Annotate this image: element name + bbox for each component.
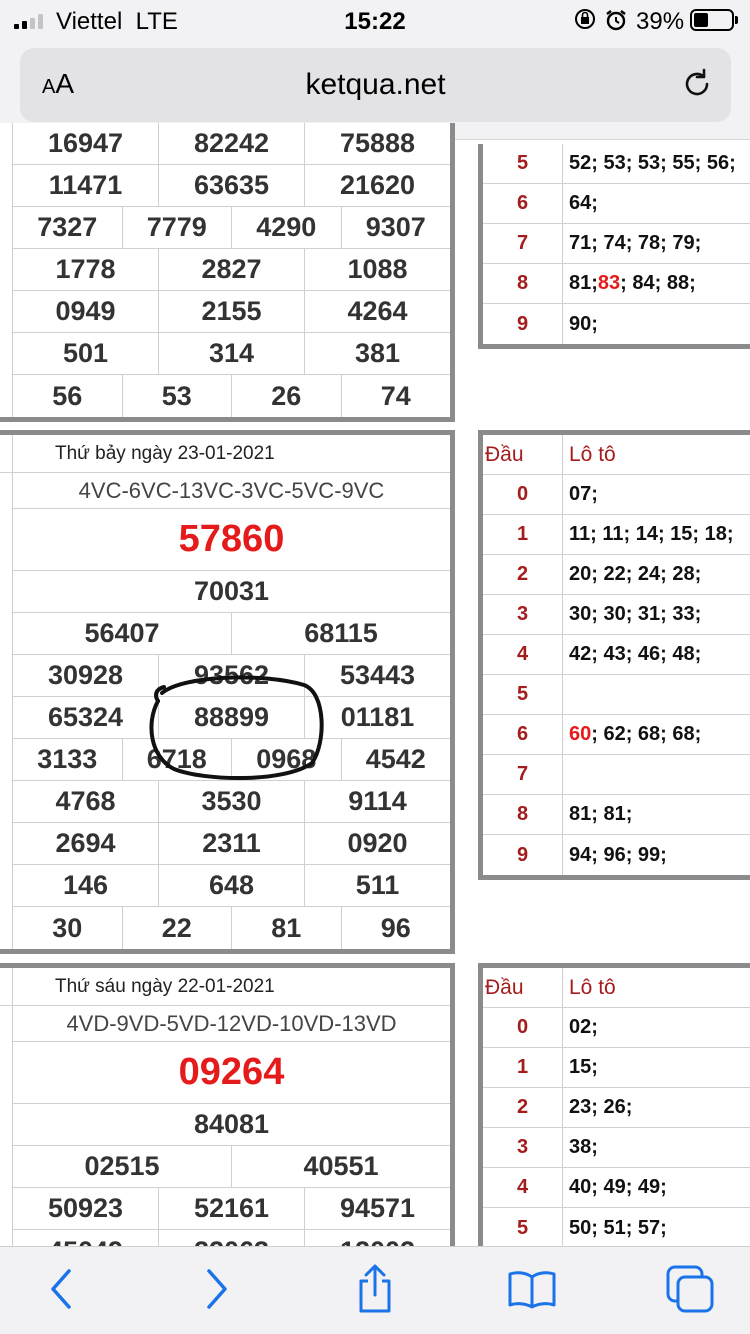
prize-row [13,1104,450,1146]
prize-number: 381 [304,333,450,374]
prize-number: 146 [62,870,109,900]
prize-number: 0949 [55,296,116,326]
prize-number: 22 [122,907,232,949]
loto-head-digit: 2 [483,1088,563,1127]
prize-row [13,473,450,509]
prize-number: 56 [52,380,83,411]
prize-row [13,249,450,291]
loto-values: 02; [569,1016,598,1038]
prize-number: 0920 [304,823,450,864]
loto-values: 30; 30; 31; 33; [569,603,702,625]
loto-row [483,715,750,755]
prize-number: 3530 [158,781,304,822]
back-icon [47,1267,77,1311]
loto-values: 64; [569,192,598,214]
prize-number: 4290 [231,207,341,248]
loto-head-digit: 5 [483,1208,563,1248]
loto-number: 60 [569,723,592,745]
draw-date: Thứ sáu ngày 22-01-2021 [55,975,275,997]
prize-row [13,571,450,613]
loto-values [563,675,750,714]
loto-row [483,1168,750,1208]
loto-row [483,1088,750,1128]
loto-row [483,595,750,635]
loto-values: 23; 26; [569,1096,633,1118]
prize-number: 81 [231,907,341,949]
prize-number: 0968 [231,739,341,780]
loto-head-digit: 5 [483,675,563,714]
share-icon [353,1263,397,1315]
battery-icon [690,9,734,31]
loto-head-digit: 9 [483,835,563,875]
loto-head-digit: 3 [483,595,563,634]
prize-number: 2827 [158,249,304,290]
prize-row [0,435,450,473]
loto-values: 20; 22; 24; 28; [569,563,702,585]
prize-number: 4264 [304,291,450,332]
prize-number: 501 [62,338,109,368]
loto-values: 50; 51; 57; [569,1216,667,1239]
prize-number: 9114 [304,781,450,822]
prize-number: 16947 [47,128,124,158]
forward-icon [201,1267,231,1311]
prize-row [13,291,450,333]
loto-values [563,755,750,794]
prize-number: 93562 [158,655,304,696]
loto-values: 07; [569,483,598,505]
prize-row [13,823,450,865]
prize-number: 88899 [158,697,304,738]
loto-values: 94; 96; 99; [569,843,667,866]
first-prize: 84081 [193,1109,270,1139]
prize-number: 511 [304,865,450,906]
special-prize: 09264 [178,1051,285,1093]
prize-number: 314 [158,333,304,374]
prize-number: 82242 [158,123,304,164]
loto-number: 81; [569,272,598,294]
prize-row [13,165,450,207]
loto-row [483,515,750,555]
prize-number: 30 [52,912,83,943]
loto-head-digit: 2 [483,555,563,594]
loto-number: 83 [597,272,621,294]
loto-table-previous [478,144,750,349]
prize-number: 68115 [231,613,450,654]
prize-number: 01181 [304,697,450,738]
prize-number: 6718 [122,739,232,780]
prize-number: 50923 [47,1193,124,1223]
loto-head-digit: 4 [483,1168,563,1207]
prize-number: 96 [341,907,451,949]
prize-number: 94571 [304,1188,450,1229]
first-prize: 70031 [193,576,270,606]
prize-number: 11471 [48,170,123,200]
prize-row [13,613,450,655]
loto-row [483,1208,750,1248]
loto-row [483,555,750,595]
url-text[interactable]: ketqua.net [305,68,446,101]
prize-number: 21620 [304,165,450,206]
prize-number: 52161 [158,1188,304,1229]
loto-values: 38; [569,1136,598,1158]
prize-row [13,1188,450,1230]
special-prize: 57860 [178,518,285,560]
prize-row [13,1146,450,1188]
loto-head-digit: Đầu [483,435,563,474]
results-table-previous [0,123,455,422]
prize-number: 75888 [304,123,450,164]
loto-table-23-01-2021 [478,430,750,880]
loto-row [483,1128,750,1168]
prize-number: 53 [122,375,232,417]
reload-icon[interactable] [679,66,715,102]
draw-codes: 4VC-6VC-13VC-3VC-5VC-9VC [78,477,385,503]
back-button[interactable] [36,1265,88,1313]
draw-codes: 4VD-9VD-5VD-12VD-10VD-13VD [66,1010,397,1036]
results-table-22-01-2021 [0,963,455,1277]
handdrawn-circle-annotation [144,671,324,783]
prize-number: 4542 [341,739,451,780]
loto-row [483,475,750,515]
loto-values: 71; 74; 78; 79; [569,232,702,254]
loto-head-digit: 7 [483,224,563,263]
prize-row [13,865,450,907]
prize-number: 02515 [84,1151,160,1181]
loto-row [483,755,750,795]
loto-head-digit: 7 [483,755,563,794]
carrier-label: Viettel LTE [56,8,178,35]
loto-head-digit: 4 [483,635,563,674]
loto-number: ; 84; 88; [620,272,696,294]
prize-number: 4768 [55,786,116,816]
loto-head-digit: 1 [483,515,563,554]
prize-row [13,1042,450,1104]
prize-number: 26 [231,375,341,417]
loto-head-digit: Đầu [483,968,563,1007]
prize-number: 2311 [158,823,304,864]
loto-row [483,304,750,344]
forward-button[interactable] [190,1265,242,1313]
loto-values: Lô tô [569,442,616,466]
loto-values: Lô tô [569,975,616,999]
loto-values: 42; 43; 46; 48; [569,643,702,665]
loto-head-digit: 6 [483,715,563,754]
loto-row [483,224,750,264]
prize-number: 56407 [84,618,160,648]
prize-number: 1088 [304,249,450,290]
loto-head-digit: 0 [483,475,563,514]
loto-head-digit: 3 [483,1128,563,1167]
browser-toolbar [0,1246,750,1334]
prize-row [13,1006,450,1042]
prize-row [13,781,450,823]
prize-number: 648 [158,865,304,906]
prize-number: 65324 [47,702,124,732]
loto-row [483,144,750,184]
loto-values: 11; 11; 14; 15; 18; [569,523,734,545]
loto-row [483,264,750,304]
prize-number: 63635 [158,165,304,206]
loto-head-digit: 8 [483,795,563,834]
prize-number: 1778 [55,254,116,284]
loto-head-digit: 1 [483,1048,563,1087]
prize-row [13,123,450,165]
prize-number: 40551 [231,1146,450,1187]
loto-head-digit: 5 [483,144,563,183]
share-button[interactable] [349,1265,401,1313]
prize-number: 7779 [122,207,232,248]
loto-values [563,264,750,303]
loto-head-digit: 9 [483,304,563,344]
prize-number: 2155 [158,291,304,332]
prize-number: 9307 [341,207,451,248]
loto-row [483,835,750,875]
loto-values: 40; 49; 49; [569,1176,667,1198]
prize-row [13,907,450,949]
rotation-lock-icon [574,8,596,36]
loto-row [483,795,750,835]
loto-row [483,635,750,675]
loto-values: 15; [569,1056,598,1078]
prize-row [13,207,450,249]
loto-row [483,1048,750,1088]
tabs-button[interactable] [664,1265,716,1313]
prize-number: 2694 [55,828,116,858]
prize-number: 74 [341,375,451,417]
prize-number: 30928 [47,660,124,690]
address-bar[interactable] [20,48,731,122]
loto-values: 52; 53; 53; 55; 56; [569,152,736,174]
loto-head-digit: 0 [483,1008,563,1047]
loto-number: ; 62; 68; 68; [591,723,702,745]
loto-table-22-01-2021 [478,963,750,1253]
loto-row [483,675,750,715]
loto-values: 90; [569,312,598,335]
prize-row [0,968,450,1006]
prize-row [13,375,450,417]
draw-date: Thứ bảy ngày 23-01-2021 [55,442,275,464]
loto-values [563,715,750,754]
bookmarks-button[interactable] [506,1265,558,1313]
page-content [0,128,750,1246]
battery-percent: 39% [636,8,685,35]
loto-head-digit: 8 [483,264,563,303]
loto-row [483,184,750,224]
prize-number: 53443 [304,655,450,696]
prize-number: 7327 [37,212,98,242]
prize-row [13,509,450,571]
prize-number: 3133 [37,744,98,774]
alarm-icon [604,8,628,38]
loto-header [483,435,750,475]
bookmarks-icon [507,1269,557,1309]
tabs-icon [665,1264,715,1314]
loto-head-digit: 6 [483,184,563,223]
prize-row [13,333,450,375]
loto-values: 81; 81; [569,803,633,825]
text-size-button[interactable]: AA [42,68,75,99]
loto-header [483,968,750,1008]
status-bar [0,0,750,42]
loto-row [483,1008,750,1048]
clock: 15:22 [344,8,406,35]
